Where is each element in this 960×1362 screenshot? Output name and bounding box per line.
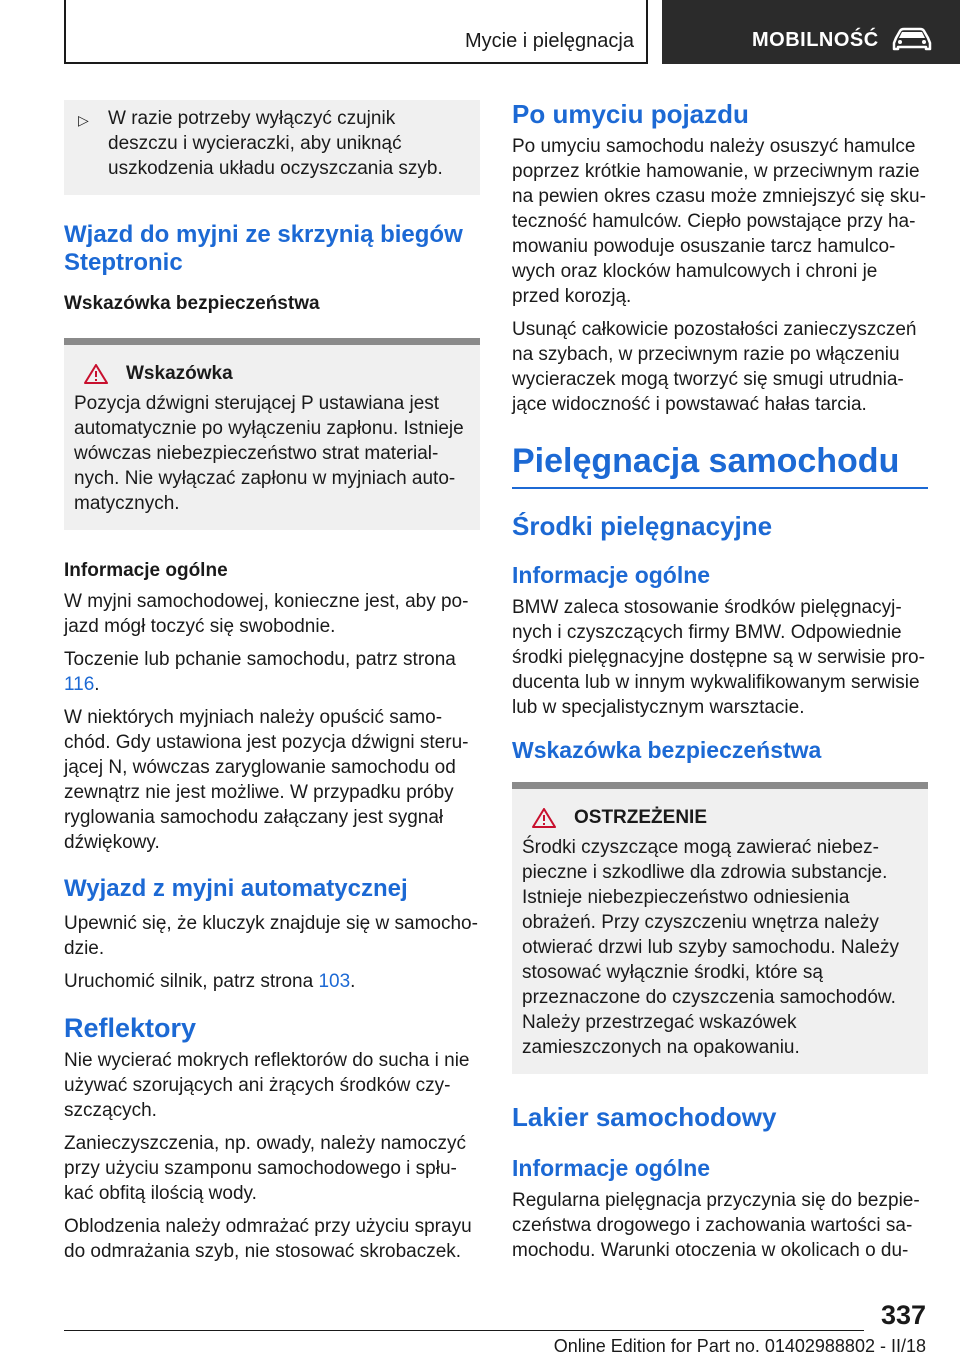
page-link-116[interactable]: 116	[64, 674, 95, 695]
exit-paragraph-1: Upewnić się, że kluczyk znajduje się w samochodzie.	[64, 913, 478, 959]
safety-heading: Wskazówka bezpieczeństwa	[64, 293, 320, 314]
care-heading-rule	[512, 487, 928, 489]
warning-text: Środki czyszczące mogą zawierać niebezpieczne i szkodliwe dla zdrowia substancje. Istnieje niebezpieczeństwo odniesienia obrażeń. Przy czyszczeniu wnętrza należy otwierać drzwi lub szyby samochodu. Należy stosować wyłącznie środki, które są przeznaczone do czyszczenia samochodów. Należy przestrzegać wskazówek zamieszczonych na opakowaniu.	[522, 837, 899, 1058]
general-paragraph-2-text: Toczenie lub pchanie samochodu, patrz strona	[64, 649, 456, 670]
header-rule-mid	[646, 0, 648, 64]
reflectors-paragraph-3: Oblodzenia należy odmrażać przy użyciu sprayu do odmrażania szyb, nie stosować skrobaczek.	[64, 1216, 472, 1262]
steptronic-heading: Wjazd do myjni ze skrzynią biegów Steptronic	[64, 221, 463, 276]
reflectors-paragraph-1: Nie wycierać mokrych reflektorów do sucha i nie używać szorujących ani żrących środków czyszczących.	[64, 1050, 470, 1121]
reflectors-paragraph-2: Zanieczyszczenia, np. owady, należy namoczyć przy użyciu szamponu samochodowego i spłukać obfitą ilością wody.	[64, 1133, 466, 1204]
header-rule-left	[64, 0, 66, 64]
intro-bullet-text: W razie potrzeby wyłączyć czujnik deszczu i wycieraczki, aby uniknąć uszkodzenia układu oczyszczania szyb.	[108, 108, 443, 179]
products-general-paragraph: BMW zaleca stosowanie środków pielęgnacyjnych i czyszczących firmy BMW. Odpowiednie środki pielęgnacyjne dostępne są w serwisie producenta lub w innym wykwalifikowanym serwisie lub w specjalistycznym warsztacie.	[512, 597, 925, 718]
paint-general-paragraph: Regularna pielęgnacja przyczynia się do bezpieczeństwa drogowego i zachowania wartości samochodu. Warunki otoczenia w okolicach o du‐	[512, 1190, 920, 1261]
products-heading: Środki pielęgnacyjne	[512, 511, 773, 541]
general-paragraph-1: W myjni samochodowej, konieczne jest, aby pojazd mógł toczyć się swobodnie.	[64, 591, 469, 637]
general-paragraph-2-end: .	[94, 674, 100, 695]
after-wash-paragraph-1: Po umyciu samochodu należy osuszyć hamulce poprzez krótkie hamowanie, w przeciwnym razie na pewien okres czasu może zmniejszyć się skuteczność hamulców. Ciepło powstające przy hamowaniu powoduje osuszanie tarcz hamulcowych oraz klocków hamulcowych i chroni je przed korozją.	[512, 136, 926, 307]
note-title: Wskazówka	[126, 363, 233, 384]
reflectors-heading: Reflektory	[64, 1013, 197, 1043]
warning-triangle-icon	[532, 808, 556, 828]
left-column	[64, 100, 480, 1272]
note-box	[64, 338, 480, 530]
exit-paragraph-2-end: .	[350, 971, 356, 992]
exit-paragraph-2	[64, 969, 480, 994]
products-general-heading: Informacje ogólne	[512, 562, 711, 588]
general-paragraph-3: W niektórych myjniach należy opuścić samochód. Gdy ustawiona jest pozycja dźwigni sterującej N, wówczas zaryglowanie samochodu od zewnątrz nie jest możliwe. W przypadku próby ryglowania samochodu załączany jest sygnał dźwiękowy.	[64, 707, 469, 853]
paint-heading: Lakier samochodowy	[512, 1102, 777, 1132]
safety-heading-right: Wskazówka bezpieczeństwa	[512, 737, 822, 763]
after-wash-heading: Po umyciu pojazdu	[512, 99, 749, 129]
warning-box	[512, 782, 928, 1074]
paint-general-heading: Informacje ogólne	[512, 1155, 711, 1181]
general-paragraph-2	[64, 647, 480, 697]
intro-bullet-box	[64, 100, 480, 195]
chapter-tab-label: MOBILNOŚĆ	[752, 29, 879, 51]
page-link-103[interactable]: 103	[318, 971, 351, 992]
general-heading: Informacje ogólne	[64, 560, 228, 581]
page-number: 337	[880, 1300, 926, 1330]
care-heading: Pielęgnacja samochodu	[512, 442, 900, 480]
car-icon	[890, 27, 934, 53]
after-wash-paragraph-2: Usunąć całkowicie pozostałości zanieczyszczeń na szybach, w przeciwnym razie po włączeniu wycieraczek mogą tworzyć się smugi utrudniające widoczność i powstawać hałas tarcia.	[512, 319, 917, 415]
chapter-tab[interactable]	[662, 0, 960, 64]
bullet-marker: ▷	[78, 112, 89, 128]
warning-title: OSTRZEŻENIE	[574, 807, 708, 828]
section-title: Mycie i pielęgnacja	[465, 30, 634, 52]
warning-triangle-icon	[84, 364, 108, 384]
exit-paragraph-2-text: Uruchomić silnik, patrz strona	[64, 971, 319, 992]
edition-footer: Online Edition for Part no. 01402988802 - II/18	[553, 1336, 926, 1356]
footer-rule	[64, 1330, 864, 1331]
note-text: Pozycja dźwigni sterującej P ustawiana jest automatycznie po wyłączeniu zapłonu. Istnieje wówczas niebezpieczeństwo strat materialnych. Nie wyłączać zapłonu w myjniach automatycznych.	[74, 393, 464, 514]
exit-heading: Wyjazd z myjni automatycznej	[64, 875, 408, 902]
right-column	[512, 100, 928, 1271]
header-rule-bottom	[64, 62, 648, 64]
